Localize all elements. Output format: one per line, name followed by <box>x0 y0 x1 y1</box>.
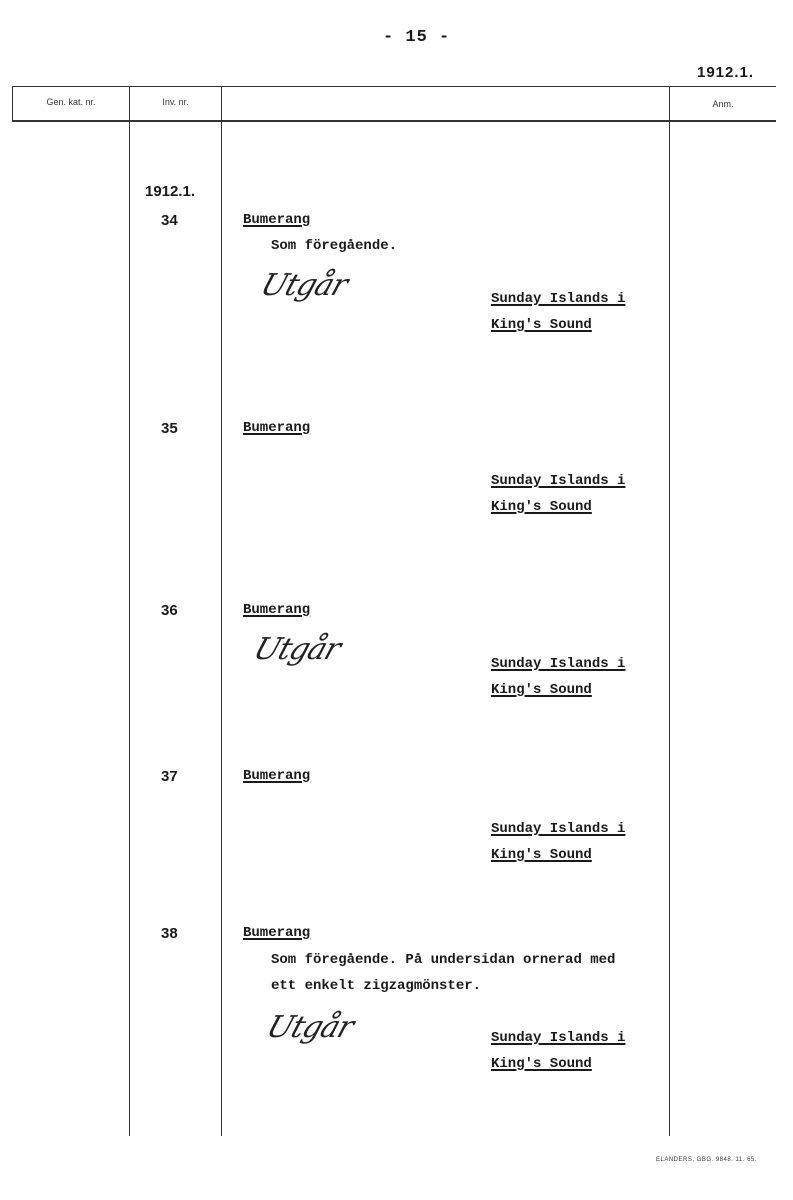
entry-location: Sunday Islands i <box>491 656 626 672</box>
entry-location: King's Sound <box>491 682 592 698</box>
page-number: - 15 - <box>383 28 451 47</box>
column-header-inv: Inv. nr. <box>162 97 189 107</box>
entry-description: ett enkelt zigzagmönster. <box>271 978 482 994</box>
entry-title: Bumerang <box>243 420 311 436</box>
entry-location: Sunday Islands i <box>491 1030 626 1046</box>
entry-title: Bumerang <box>243 212 311 228</box>
entry-location: Sunday Islands i <box>491 821 626 837</box>
column-divider-3 <box>221 86 222 1136</box>
column-divider-4 <box>669 86 670 1136</box>
entry-description: Som föregående. På undersidan ornerad med <box>271 952 616 968</box>
entry-title: Bumerang <box>243 925 311 941</box>
header-bottom-rule <box>12 120 776 122</box>
column-header-anm: Anm. <box>712 99 734 109</box>
entry-location: King's Sound <box>491 317 592 333</box>
entry-location: King's Sound <box>491 847 592 863</box>
entry-title: Bumerang <box>243 768 311 784</box>
entry-location: King's Sound <box>491 1056 592 1072</box>
entry-location: Sunday Islands i <box>491 291 626 307</box>
column-divider-2 <box>129 86 130 1136</box>
handwritten-annotation: Utgår <box>256 268 352 303</box>
entry-location: Sunday Islands i <box>491 473 626 489</box>
inventory-number: 36 <box>161 602 178 619</box>
inventory-reference: 1912.1. <box>145 183 196 200</box>
handwritten-annotation: Utgår <box>249 632 345 667</box>
inventory-number: 34 <box>161 212 178 229</box>
inventory-number: 35 <box>161 420 178 437</box>
catalogue-reference: 1912.1. <box>697 64 755 81</box>
inventory-number: 37 <box>161 768 178 785</box>
entry-title: Bumerang <box>243 602 311 618</box>
header-top-rule <box>12 86 776 87</box>
entry-description: Som föregående. <box>271 238 398 254</box>
entry-location: King's Sound <box>491 499 592 515</box>
column-header-gen-kat: Gen. kat. nr. <box>46 97 96 107</box>
handwritten-annotation: Utgår <box>262 1010 358 1045</box>
printer-imprint: ELANDERS, GBG. 9848. 11. 65. <box>656 1157 757 1163</box>
inventory-number: 38 <box>161 925 178 942</box>
